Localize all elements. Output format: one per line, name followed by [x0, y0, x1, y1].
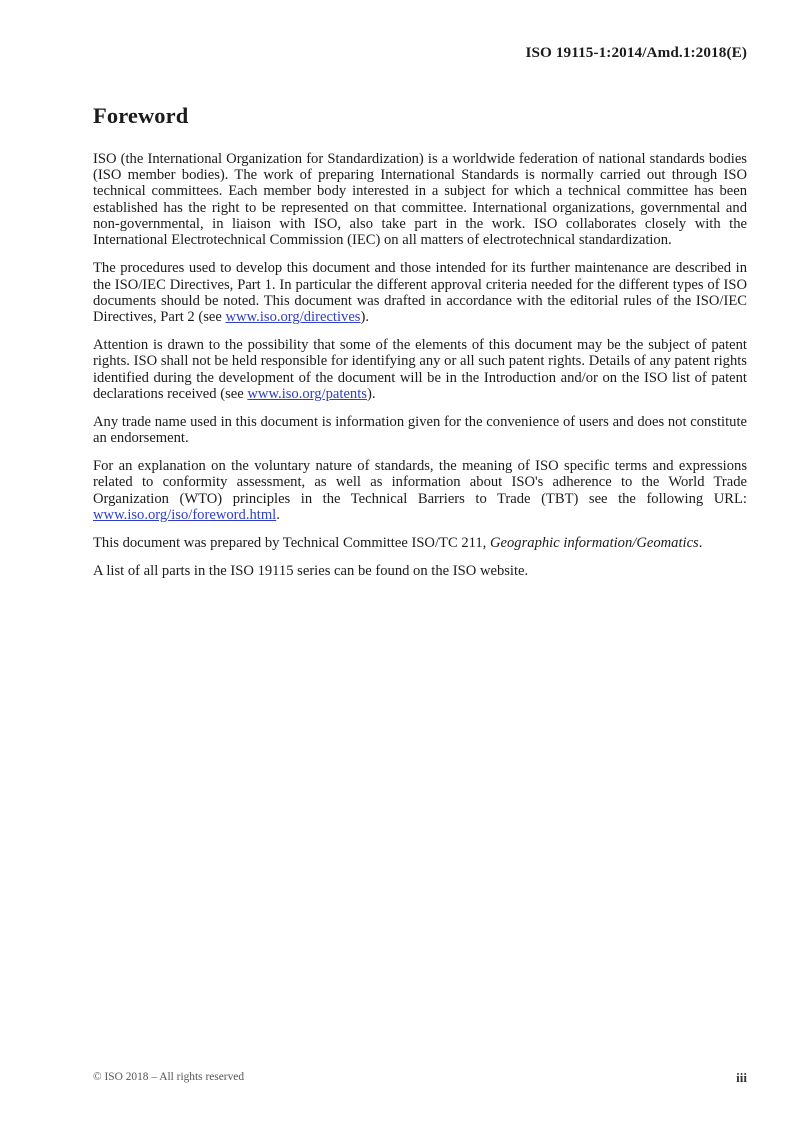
paragraph-patent-rights-text-before-link: Attention is drawn to the possibility that some of the elements of this document may be the subject of patent rights. ISO shall not be held responsible for identifying any or all such patent rights. Details of any patent rights identified during the development of the document will be in the Introduction and/or on the ISO list of patent declarations received (see	[93, 337, 747, 403]
link-iso-foreword[interactable]: www.iso.org/iso/foreword.html	[93, 507, 277, 524]
paragraph-patent-rights	[93, 337, 747, 402]
footer-page-number: iii	[736, 1070, 747, 1085]
committee-scope-title: Geographic information/Geomatics	[489, 535, 699, 551]
link-iso-directives[interactable]: www.iso.org/directives	[225, 309, 361, 326]
paragraph-iso-description: ISO (the International Organization for Standardization) is a worldwide federation of national standards bodies (ISO member bodies). The work of preparing International Standards is normally carried out through ISO technical committees. Each member body interested in a subject for which a technical committee has been established has the right to be represented on that committee. International organizations, governmental and non-governmental, in liaison with ISO, also take part in the work. ISO collaborates closely with the International Electrotechnical Commission (IEC) on all matters of electrotechnical standardization.	[93, 150, 747, 249]
page-title: Foreword	[93, 103, 189, 128]
footer-copyright: © ISO 2018 – All rights reserved	[93, 1071, 245, 1083]
page-footer	[93, 1071, 747, 1089]
paragraph-procedures-text-after-link: ).	[360, 309, 370, 326]
paragraph-committee-text-before-italic: This document was prepared by Technical Committee ISO/TC 211,	[93, 535, 490, 551]
paragraph-procedures	[93, 260, 747, 325]
document-body	[93, 104, 747, 579]
paragraph-parts-list: A list of all parts in the ISO 19115 series can be found on the ISO website.	[93, 562, 529, 579]
paragraph-voluntary-nature-text-before-link: For an explanation on the voluntary nature of standards, the meaning of ISO specific terms and expressions related to conformity assessment, as well as information about ISO's adherence to the World Trade Organization (WTO) principles in the Technical Barriers to Trade (TBT) see the following URL:	[93, 458, 747, 507]
paragraph-voluntary-nature	[93, 458, 747, 523]
paragraph-procedures-text-before-link: The procedures used to develop this document and those intended for its further maintenance are described in the ISO/IEC Directives, Part 1. In particular the different approval criteria needed for the different types of ISO documents should be noted. This document was drafted in accordance with the editorial rules of the ISO/IEC Directives, Part 2 (see	[93, 260, 747, 326]
link-iso-patents[interactable]: www.iso.org/patents	[247, 386, 367, 403]
paragraph-trade-name: Any trade name used in this document is information given for the convenience of users and does not constitute an endorsement.	[93, 413, 747, 447]
paragraph-patent-rights-text-after-link: ).	[366, 386, 376, 403]
paragraph-committee	[93, 535, 747, 551]
paragraph-committee-text-after-italic: .	[698, 535, 703, 551]
paragraph-voluntary-nature-text-after-link: .	[276, 507, 280, 524]
running-header-standard-reference: ISO 19115-1:2014/Amd.1:2018(E)	[525, 44, 747, 61]
